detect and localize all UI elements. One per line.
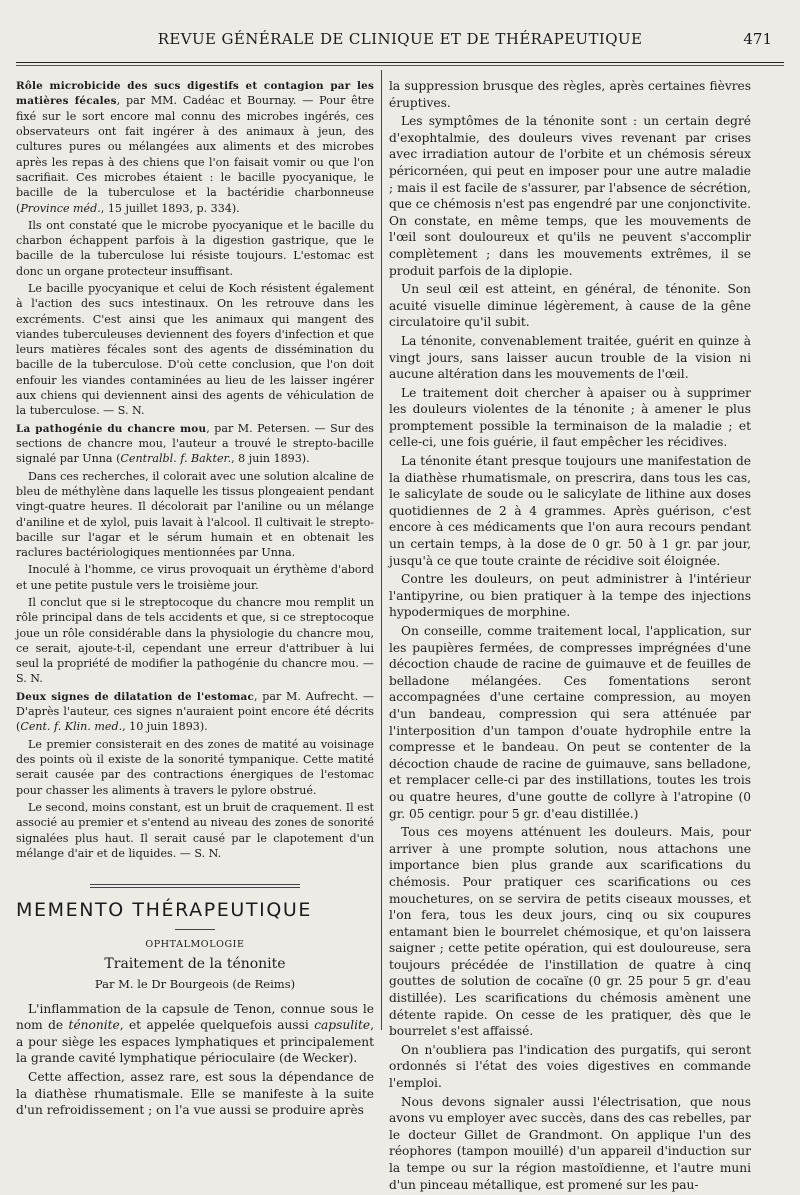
paragraph: , 15 juillet 1893, p. 334). [100, 201, 240, 215]
paragraph: Nous devons signaler aussi l'électrisation, que nous avons vu employer avec succès, dans des cas rebelles, par le docteur Gillet de Grandmont. On applique l'un des réophores (tampon mouillé) d'un appareil d'induction sur la tempe ou sur la région mastoïdienne, et l'autre muni d'un pinceau métallique, est promené sur les pau- [389, 1094, 751, 1192]
paragraph: Cette affection, assez rare, est sous la dépendance de la diathèse rhumatismale. Elle se manifeste à la suite d'un refroidissement ; on l'a vue aussi se produire après [16, 1069, 374, 1118]
paragraph: La ténonite, convenablement traitée, guérit en quinze à vingt jours, sans laisser aucun trouble de la vision ni aucune altération dans les mouvements de l'œil. [389, 333, 751, 382]
paragraph: , 10 juin 1893). [122, 720, 208, 734]
term: capsulite [314, 1018, 371, 1033]
paragraph: Un seul œil est atteint, en général, de ténonite. Son acuité visuelle diminue légèrement, à cause de la gêne circulatoire qu'il subit. [389, 282, 751, 330]
article-chancre [16, 421, 374, 467]
text: , a pour siège les espaces lymphatiques et principalement la grande cavité lymphatique périoculaire (de Wecker). [16, 1018, 374, 1066]
section-label: OPHTALMOLOGIE [145, 939, 245, 951]
divider [175, 929, 215, 930]
paragraph: Sur des sections de chancre mou, l'auteur a trouvé le strepto-bacille signalé par Unna ( [16, 421, 374, 466]
left-column [16, 78, 374, 1121]
paragraph: la suppression brusque des règles, après certaines fièvres éruptives. [389, 79, 751, 110]
right-column [389, 78, 751, 1195]
paragraph: Il conclut que si le streptocoque du chancre mou remplit un rôle principal dans de tels accidents et que, si ce streptocoque joue un rôle considérable dans la physiologie du chancre mou, ce serait, ajoute-t-il, cependant une erreur d'attribuer à lui seul la propriété de modifier la pathogénie du chancre mou. — S. N. [16, 595, 374, 686]
article-title-estomac: Deux signes de dilatation de l'estomac [16, 690, 255, 703]
page-number: 471 [743, 30, 772, 48]
article-authors: , par MM. Cadéac et Bournay. — [116, 94, 320, 108]
paragraph: Contre les douleurs, on peut administrer à l'intérieur l'antipyrine, ou bien pratiquer à la tempe des injections hypodermiques de morphine. [389, 572, 751, 620]
article-title-microbicide: Rôle microbicide des sucs digestifs et contagion par les matières fécales [16, 80, 374, 108]
running-title: REVUE GÉNÉRALE DE CLINIQUE ET DE THÉRAPEUTIQUE [157, 30, 643, 48]
header-rule [16, 62, 784, 66]
column-divider [381, 70, 382, 1030]
article-title-tenonite: Traitement de la ténonite [104, 956, 286, 973]
text: , et appelée quelquefois aussi [119, 1018, 315, 1033]
paragraph: On conseille, comme traitement local, l'application, sur les paupières fermées, de compresses imprégnées d'une décoction chaude de racine de guimauve et de feuilles de belladone mélangées. Ces fomentations seront accompagnées d'une certaine compression, au moyen d'un bandeau, compression qui sera atténuée par l'interposition d'un tampon d'ouate hydrophile entre la compresse et le bandeau. On peut se contenter de la décoction chaude de racine de guimauve, sans belladone, et remplacer celle-ci par des instillations, toutes les trois ou quatre heures, d'une goutte de collyre à l'atropine (0 gr. 05 centigr. pour 5 gr. d'eau distillée.) [389, 624, 751, 821]
article-title-chancre: La pathogénie du chancre mou [16, 422, 207, 435]
paragraph: Ils ont constaté que le microbe pyocyanique et le bacille du charbon échappent parfois à la digestion gastrique, que le bacille de la tuberculose lui résiste toujours. L'estomac est donc un organe protecteur insuffisant. [16, 218, 374, 278]
article-microbicide [16, 78, 374, 216]
paragraph: Pour être fixé sur le sort encore mal connu des microbes ingérés, ces observateurs ont fait ingérer à des animaux à jeun, des cultures pures ou mélangées aux aliments et des microbes après les repas à des chiens que l'on faisait vomir ou que l'on sacrifiait. Ces microbes étaient : le bacille pyocyanique, le bacille de la tuberculose et la bactéridie charbonneuse ( [16, 94, 375, 215]
paragraph: Le premier consisterait en des zones de matité au voisinage des points où il existe de la sonorité tympanique. Cette matité serait causée par des contractions énergiques de l'estomac pour chasser les aliments à travers le pylore obstrué. [16, 737, 374, 797]
term: ténonite [68, 1018, 120, 1033]
article-authors: , par M. Petersen. — [206, 421, 331, 435]
paragraph: On n'oubliera pas l'indication des purgatifs, qui seront ordonnés si l'état des voies digestives en commande l'emploi. [389, 1042, 751, 1091]
text: L'inflammation de la capsule de Tenon, connue sous le nom de [16, 1001, 374, 1033]
paragraph: Le second, moins constant, est un bruit de craquement. Il est associé au premier et s'entend au niveau des zones de sonorité signalées plus haut. Il serait causé par le clapotement d'un mélange d'air et de liquides. — S. N. [16, 800, 374, 860]
article-authors: , par M. Aufrecht. — [254, 689, 374, 703]
citation: Cent. f. Klin. med. [20, 720, 123, 734]
byline: Par M. le Dr Bourgeois (de Reims) [94, 976, 296, 991]
paragraph: Les symptômes de la ténonite sont : un certain degré d'exophtalmie, des douleurs vives revenant par crises avec irradiation autour de l'orbite et un chémosis séreux péricornéen, qui peut en imposer pour une autre maladie ; mais il est facile de s'assurer, par l'absence de sécrétion, que ce chémosis n'est pas engendré par une conjonctivite. On constate, en même temps, que les mouvements de l'œil sont douloureux et qu'ils ne peuvent s'accomplir complètement ; dans les mouvements extrêmes, il se produit parfois de la diplopie. [389, 114, 751, 278]
paragraph: D'après l'auteur, ces signes n'auraient point encore été décrits ( [16, 705, 374, 734]
paragraph: Le bacille pyocyanique et celui de Koch résistent également à l'action des sucs intestinaux. On les retrouve dans les excréments. C'est ainsi que les animaux qui mangent des viandes tuberculeuses deviennent des foyers d'infection et que leurs matières fécales sont des agents de dissémination du bacille de la tuberculose. D'où cette conclusion, que l'on doit enfouir les viandes contaminées au lieu de les laisser ingérer aux chiens qui deviennent ainsi des agents de véhiculation de la tuberculose. — S. N. [16, 281, 374, 418]
paragraph: La ténonite étant presque toujours une manifestation de la diathèse rhumatismale, on prescrira, dans tous les cas, le salicylate de soude ou le salicylate de lithine aux doses quotidiennes de 2 à 4 grammes. Après guérison, c'est encore à ces médicaments que l'on aura recours pendant un certain temps, à la dose de 0 gr. 50 à 1 gr. par jour, jusqu'à ce que toute crainte de récidive soit éloignée. [389, 454, 751, 568]
memento-title: MEMENTO THÉRAPEUTIQUE [16, 899, 312, 922]
paragraph: Dans ces recherches, il colorait avec une solution alcaline de bleu de méthylène dans laquelle les tissus plongeaient pendant vingt-quatre heures. Il décolorait par l'aniline ou un mélange d'aniline et de xylol, puis lavait à l'alcool. Il cultivait le strepto-bacille sur l'agar et le sérum humain et en obtenait les raclures bactériologiques mentionnées par Unna. [16, 469, 374, 560]
paragraph [16, 1001, 374, 1067]
article-estomac [16, 689, 374, 735]
citation: Province méd. [20, 201, 101, 215]
paragraph: Inoculé à l'homme, ce virus provoquait un érythème d'abord et une petite pustule vers le troisième jour. [16, 563, 374, 592]
citation: Centralbl. f. Bakter. [120, 452, 232, 466]
ornament-rule [16, 877, 374, 885]
paragraph: , 8 juin 1893). [231, 452, 310, 466]
paragraph: Le traitement doit chercher à apaiser ou à supprimer les douleurs violentes de la ténonite ; à amener le plus promptement possible la terminaison de la maladie ; et celle-ci, une fois guérie, il faut empêcher les récidives. [389, 385, 751, 450]
paragraph: Tous ces moyens atténuent les douleurs. Mais, pour arriver à une prompte solution, nous attachons une importance bien plus grande aux scarifications du chémosis. Pour pratiquer ces scarifications ou ces mouchetures, on se servira de petits ciseaux mousses, et l'on fera, tous les deux jours, cinq ou six coupures entamant bien le bourrelet chémosique, et qu'on laissera saigner ; cette petite opération, qui est douloureuse, sera toujours précédée de l'instillation de quatre à cinq gouttes de solution de cocaïne (0 gr. 25 pour 5 gr. d'eau distillée). Les scarifications du chémosis amènent une détente rapide. On cesse de les pratiquer, dès que le bourrelet s'est affaissé. [389, 825, 751, 1039]
